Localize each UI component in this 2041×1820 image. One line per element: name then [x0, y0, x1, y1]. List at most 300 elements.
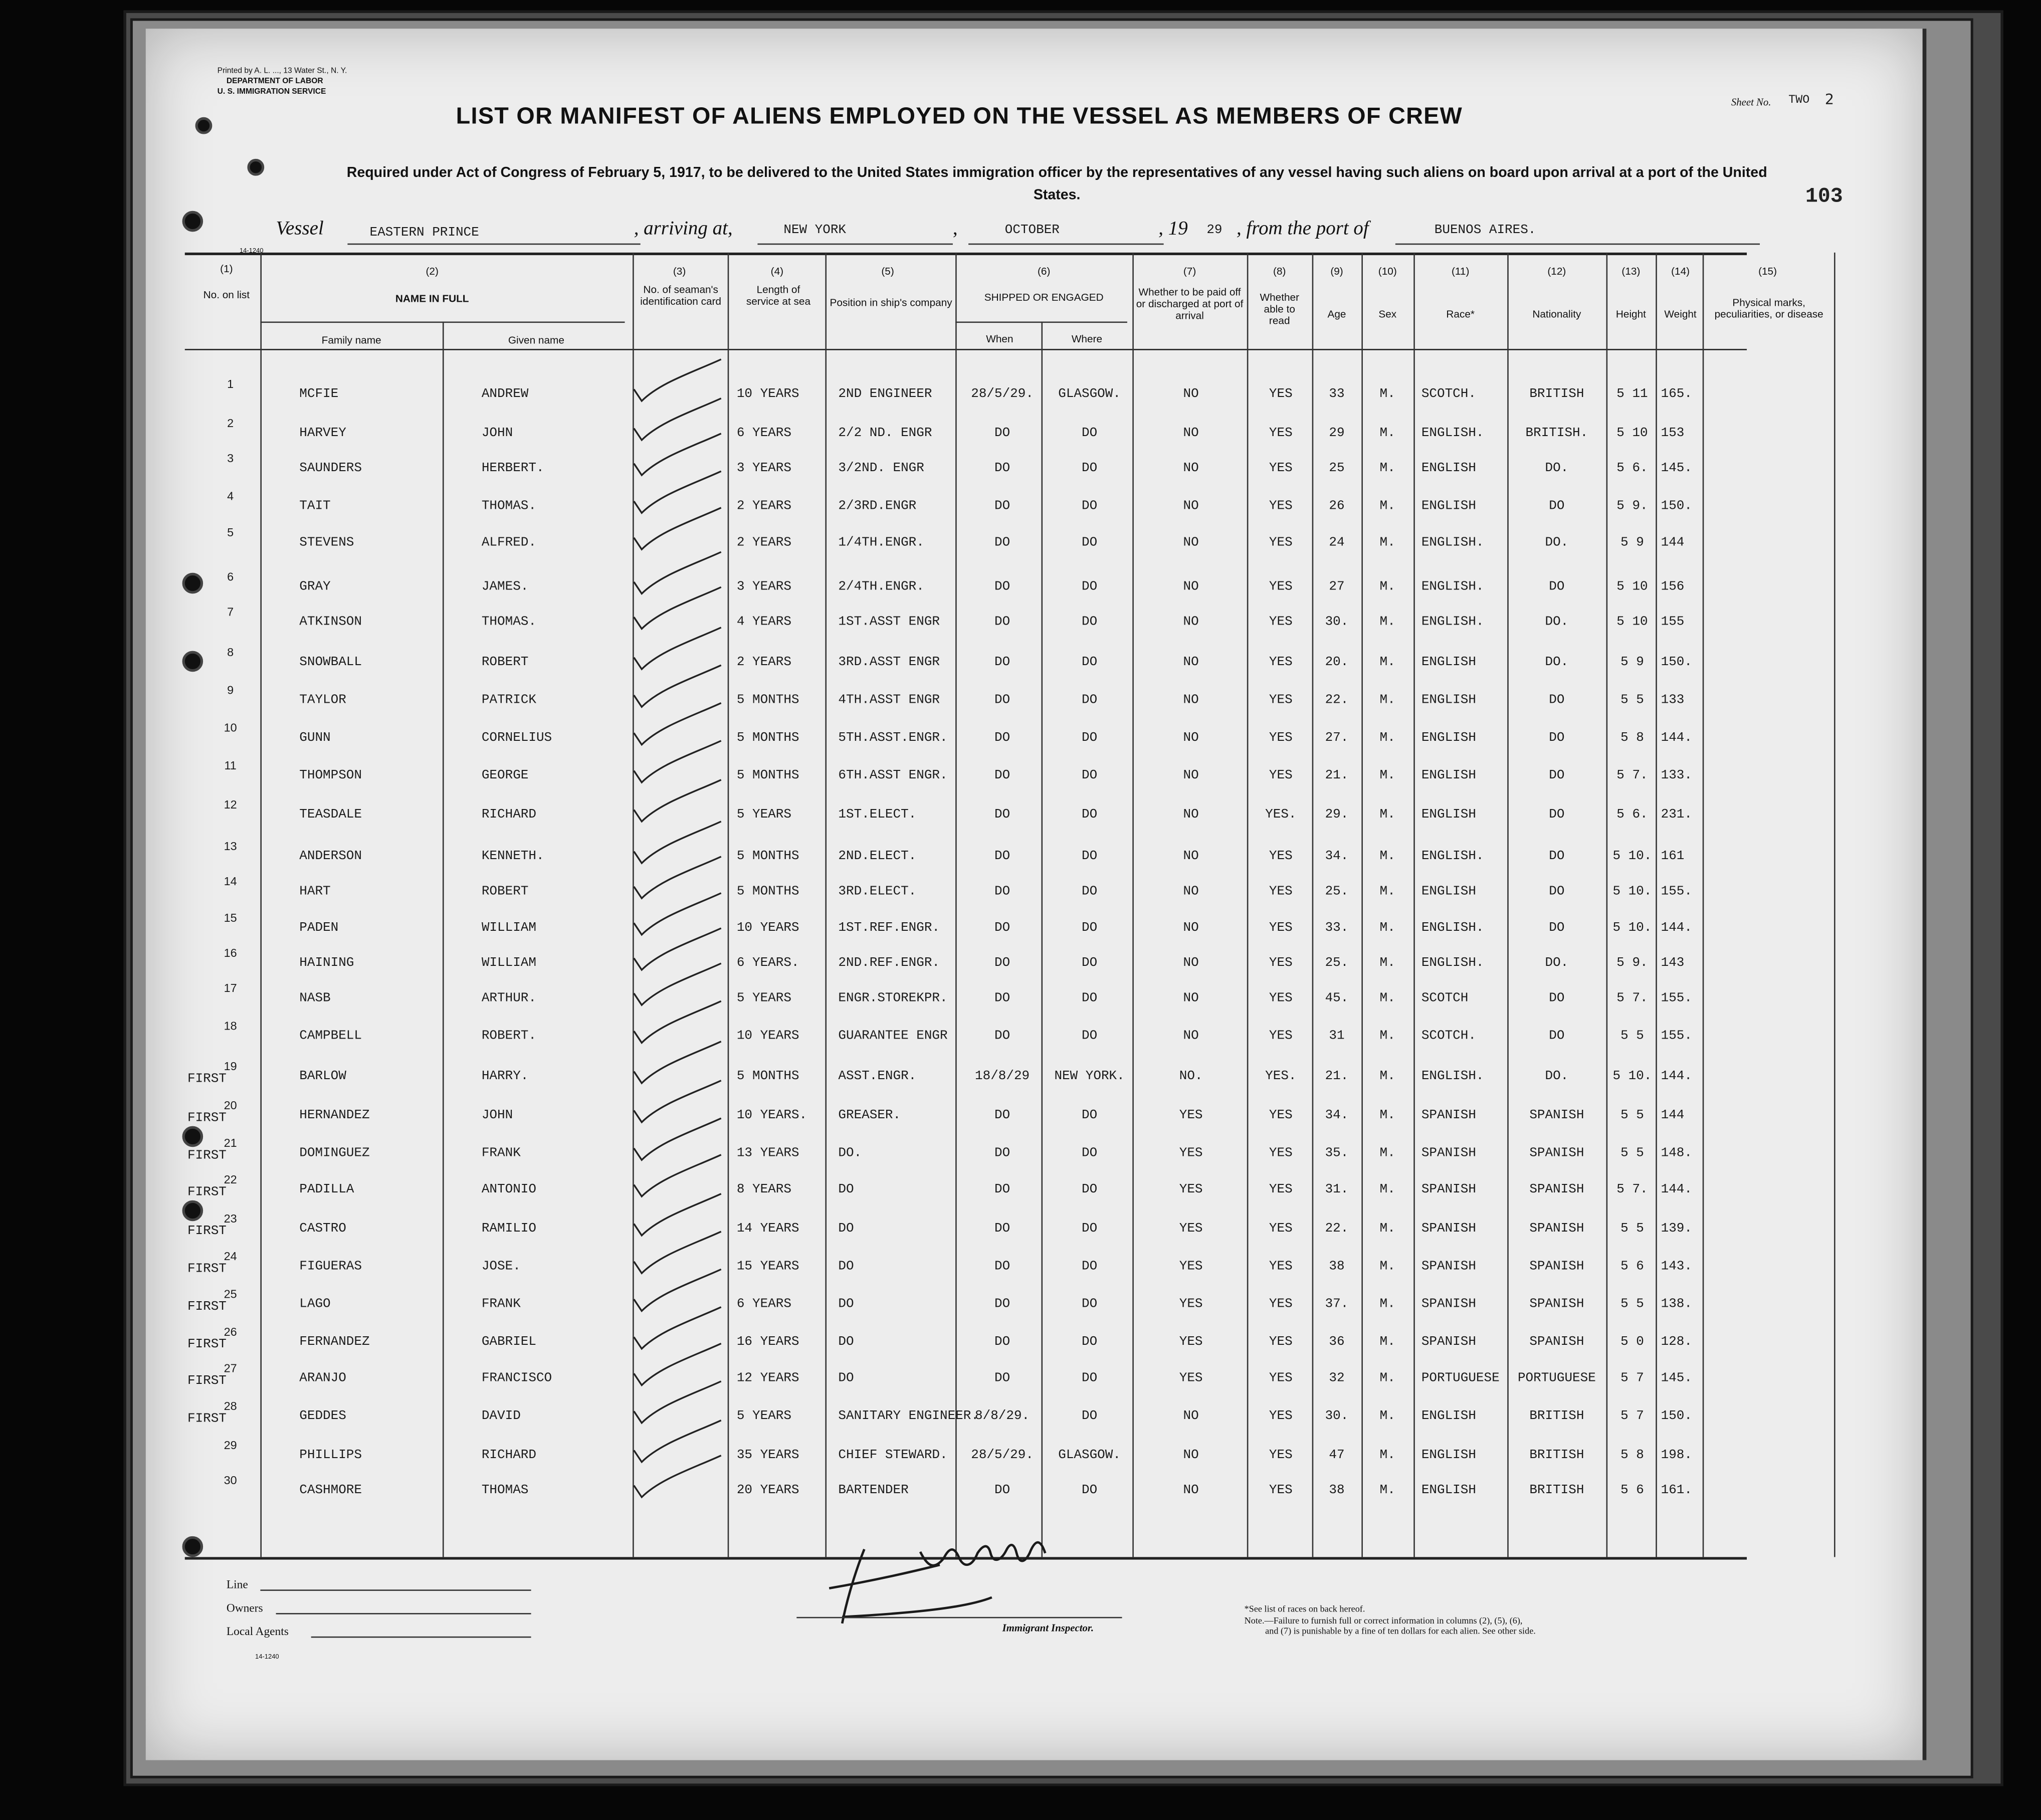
paid-off: NO [1183, 616, 1199, 631]
age: 38 [1329, 1484, 1345, 1499]
row-number: 18 [224, 1019, 237, 1033]
agents-underline [311, 1637, 531, 1638]
year-suffix: 29 [1206, 224, 1222, 239]
col-header-no: No. on list [203, 289, 250, 301]
line-label: Line [226, 1577, 248, 1591]
able-to-read: YES [1269, 731, 1293, 746]
page-title: LIST OR MANIFEST OF ALIENS EMPLOYED ON THE VESSEL AS MEMBERS OF CREW [456, 103, 1463, 129]
weight: 144 [1661, 536, 1685, 551]
check-mark [634, 1421, 721, 1462]
service-length: 16 YEARS [736, 1335, 799, 1350]
weight: 133. [1661, 769, 1693, 784]
age: 29 [1329, 427, 1345, 442]
service-length: 2 YEARS [736, 536, 791, 551]
nationality: DO [1549, 885, 1565, 900]
paid-off: YES [1179, 1109, 1203, 1124]
age: 31. [1325, 1183, 1349, 1198]
ship-position: GUARANTEE ENGR [838, 1030, 948, 1045]
shipped-where: DO [1081, 427, 1098, 442]
shipped-when: DO [994, 808, 1010, 823]
paid-off: YES [1179, 1147, 1203, 1161]
family-name: PADILLA [299, 1183, 354, 1198]
shipped-where: DO [1081, 850, 1098, 865]
height: 5 6. [1616, 808, 1648, 823]
row-number: 10 [224, 721, 237, 734]
paid-off: YES [1179, 1222, 1203, 1237]
agents-label: Local Agents [226, 1625, 289, 1638]
col-header-family: Family name [321, 334, 381, 346]
shipped-when: DO [994, 1372, 1010, 1387]
col-num-5: (5) [881, 265, 894, 278]
age: 25 [1329, 462, 1345, 477]
row-number: 3 [227, 452, 234, 465]
shipped-when: DO [994, 850, 1010, 865]
able-to-read: YES [1269, 1147, 1293, 1161]
paid-off: YES [1179, 1260, 1203, 1275]
nationality: DO [1549, 731, 1565, 746]
family-name: ARANJO [299, 1372, 346, 1387]
shipped-when: DO [994, 427, 1010, 442]
family-name: PADEN [299, 921, 339, 936]
age: 30. [1325, 1409, 1349, 1425]
shipped-when: DO [994, 1183, 1010, 1198]
race: ENGLISH. [1421, 427, 1484, 442]
ship-position: 1ST.ASST ENGR [838, 616, 940, 631]
check-mark [634, 1456, 721, 1497]
able-to-read: YES [1269, 462, 1293, 477]
given-name: DAVID [481, 1409, 521, 1425]
family-name: TAIT [299, 500, 331, 514]
service-length: 4 YEARS [736, 616, 791, 631]
family-name: ANDERSON [299, 850, 362, 865]
check-mark [634, 1232, 721, 1273]
race: SPANISH [1421, 1109, 1476, 1124]
race: ENGLISH [1421, 769, 1476, 784]
height: 5 5 [1620, 1222, 1644, 1237]
age: 27 [1329, 580, 1345, 595]
ship-position: 3RD.ELECT. [838, 885, 917, 900]
nationality: DO [1549, 500, 1565, 514]
row-number: 4 [227, 489, 234, 503]
first-voyage-marker: FIRST [187, 1149, 227, 1164]
family-name: DOMINGUEZ [299, 1147, 370, 1161]
height: 5 5 [1620, 1298, 1644, 1313]
height: 5 10. [1612, 921, 1652, 936]
family-name: PHILLIPS [299, 1449, 362, 1464]
service-length: 5 YEARS [736, 992, 791, 1006]
race: SPANISH [1421, 1260, 1476, 1275]
service-length: 10 YEARS [736, 921, 799, 936]
nationality: DO. [1545, 1070, 1569, 1085]
check-mark [634, 1381, 721, 1423]
check-mark [634, 703, 721, 745]
sex: M. [1379, 808, 1395, 823]
service-length: 13 YEARS [736, 1147, 799, 1161]
given-name: ANTONIO [481, 1183, 536, 1198]
check-mark [634, 434, 721, 475]
nationality: DO. [1545, 616, 1569, 631]
weight: 143. [1661, 1260, 1693, 1275]
given-name: HERBERT. [481, 462, 544, 477]
ship-position: SANITARY ENGINEER. [838, 1409, 979, 1425]
footnote-races: *See list of races on back hereof. [1244, 1603, 1365, 1614]
col-num-3: (3) [673, 265, 686, 278]
shipped-when: DO [994, 1298, 1010, 1313]
race: ENGLISH. [1421, 921, 1484, 936]
family-name: CASTRO [299, 1222, 346, 1237]
able-to-read: YES [1269, 1298, 1293, 1313]
weight: 139. [1661, 1222, 1693, 1237]
shipped-where: DO [1081, 1109, 1098, 1124]
family-name: HART [299, 885, 331, 900]
sex: M. [1379, 694, 1395, 708]
sex: M. [1379, 731, 1395, 746]
col-num-14: (14) [1671, 265, 1690, 278]
paid-off: NO [1183, 536, 1199, 551]
check-mark [634, 471, 721, 513]
shipped-where: DO [1081, 1484, 1098, 1499]
shipped-where: DO [1081, 921, 1098, 936]
check-mark [634, 893, 721, 935]
service-length: 10 YEARS. [736, 1109, 807, 1124]
shipped-where: DO [1081, 1260, 1098, 1275]
weight: 148. [1661, 1147, 1693, 1161]
nationality: DO [1549, 694, 1565, 708]
family-name: FIGUERAS [299, 1260, 362, 1275]
first-voyage-marker: FIRST [187, 1412, 227, 1427]
arriving-port: NEW YORK [783, 224, 847, 239]
height: 5 8 [1620, 731, 1644, 746]
race: ENGLISH [1421, 1409, 1476, 1425]
able-to-read: YES [1269, 427, 1293, 442]
from-label: , from the port of [1237, 219, 1369, 240]
race: ENGLISH [1421, 808, 1476, 823]
paid-off: NO [1183, 850, 1199, 865]
line-underline [260, 1589, 531, 1591]
col-num-13: (13) [1621, 265, 1641, 278]
col-header-sex: Sex [1378, 308, 1397, 320]
sex: M. [1379, 1222, 1395, 1237]
shipped-where: DO [1081, 1372, 1098, 1387]
height: 5 7 [1620, 1372, 1644, 1387]
height: 5 6. [1616, 462, 1648, 477]
ship-position: 2ND.ELECT. [838, 850, 917, 865]
nationality: BRITISH [1529, 1484, 1584, 1499]
height: 5 0 [1620, 1335, 1644, 1350]
nationality: SPANISH [1529, 1298, 1584, 1313]
age: 47 [1329, 1449, 1345, 1464]
given-name: ROBERT [481, 656, 529, 671]
col-header-weight: Weight [1664, 308, 1697, 320]
page-subtitle: Required under Act of Congress of February 5, 1917, to be delivered to the United States immigration officer by the representatives of any vessel having such aliens on board upon arrival at a port of the United States. [346, 165, 1767, 204]
owners-underline [276, 1613, 531, 1614]
service-length: 3 YEARS [736, 462, 791, 477]
paid-off: NO. [1179, 1070, 1203, 1085]
service-length: 6 YEARS [736, 427, 791, 442]
ship-position: DO [838, 1183, 854, 1198]
race: ENGLISH [1421, 1449, 1476, 1464]
check-mark [634, 963, 721, 1005]
race: SPANISH [1421, 1298, 1476, 1313]
col-num-8: (8) [1273, 265, 1286, 278]
form-code-top: 14-1240 [239, 247, 264, 256]
weight: 198. [1661, 1449, 1693, 1464]
nationality: DO [1549, 921, 1565, 936]
check-mark [634, 822, 721, 863]
sex: M. [1379, 850, 1395, 865]
service-length: 6 YEARS. [736, 957, 799, 971]
weight: 155. [1661, 992, 1693, 1006]
age: 29. [1325, 808, 1349, 823]
row-number: 19 [224, 1060, 237, 1073]
height: 5 7 [1620, 1409, 1644, 1425]
ship-position: 3/2ND. ENGR [838, 462, 924, 477]
shipped-when: DO [994, 769, 1010, 784]
ship-position: 1ST.REF.ENGR. [838, 921, 940, 936]
row-number: 11 [224, 759, 237, 772]
shipped-where: DO [1081, 694, 1098, 708]
age: 25. [1325, 957, 1349, 971]
sex: M. [1379, 1183, 1395, 1198]
ship-position: 2/2 ND. ENGR [838, 427, 932, 442]
row-number: 30 [224, 1474, 237, 1487]
sex: M. [1379, 1070, 1395, 1085]
race: SPANISH [1421, 1147, 1476, 1161]
sheet-label: Sheet No. [1731, 96, 1771, 108]
service-length: 5 MONTHS [736, 850, 799, 865]
given-name: ROBERT. [481, 1030, 536, 1045]
paid-off: NO [1183, 1449, 1199, 1464]
shipped-when: DO [994, 1222, 1010, 1237]
service-length: 5 MONTHS [736, 731, 799, 746]
family-name: HERNANDEZ [299, 1109, 370, 1124]
race: SCOTCH. [1421, 1030, 1476, 1045]
sex: M. [1379, 1484, 1395, 1499]
shipped-where: DO [1081, 1335, 1098, 1350]
shipped-where: DO [1081, 616, 1098, 631]
shipped-where: DO [1081, 1147, 1098, 1161]
weight: 155 [1661, 616, 1685, 631]
given-name: FRANCISCO [481, 1372, 552, 1387]
able-to-read: YES [1269, 1030, 1293, 1045]
shipped-when: DO [994, 1030, 1010, 1045]
col-header-paid: Whether to be paid off or discharged at port of arrival [1136, 286, 1244, 322]
shipped-when: DO [994, 885, 1010, 900]
race: SPANISH [1421, 1335, 1476, 1350]
age: 33. [1325, 921, 1349, 936]
first-voyage-marker: FIRST [187, 1374, 227, 1389]
col-header-when: When [986, 333, 1013, 345]
col-header-given: Given name [508, 334, 564, 346]
family-name: TEASDALE [299, 808, 362, 823]
given-name: KENNETH. [481, 850, 544, 865]
sex: M. [1379, 536, 1395, 551]
col-header-age: Age [1327, 308, 1346, 320]
nationality: BRITISH [1529, 1409, 1584, 1425]
age: 36 [1329, 1335, 1345, 1350]
nationality: BRITISH. [1525, 427, 1588, 442]
check-mark [634, 587, 721, 629]
given-name: JAMES. [481, 580, 529, 595]
height: 5 7. [1616, 769, 1648, 784]
weight: 155. [1661, 885, 1693, 900]
height: 5 10. [1612, 850, 1652, 865]
paid-off: YES [1179, 1183, 1203, 1198]
shipped-where: DO [1081, 536, 1098, 551]
sex: M. [1379, 1449, 1395, 1464]
weight: 144. [1661, 1070, 1693, 1085]
able-to-read: YES [1269, 1372, 1293, 1387]
weight: 153 [1661, 427, 1685, 442]
nationality: DO [1549, 808, 1565, 823]
ship-position: 3RD.ASST ENGR [838, 656, 940, 671]
sex: M. [1379, 885, 1395, 900]
able-to-read: YES [1269, 957, 1293, 971]
race: ENGLISH. [1421, 957, 1484, 971]
age: 26 [1329, 500, 1345, 514]
department-line: DEPARTMENT OF LABOR [226, 78, 323, 86]
ship-position: CHIEF STEWARD. [838, 1449, 948, 1464]
shipped-where: DO [1081, 808, 1098, 823]
shipped-where: DO [1081, 1030, 1098, 1045]
sex: M. [1379, 500, 1395, 514]
nationality: BRITISH [1529, 387, 1584, 402]
age: 31 [1329, 1030, 1345, 1045]
given-name: ALFRED. [481, 536, 536, 551]
row-number: 6 [227, 570, 234, 583]
family-name: CASHMORE [299, 1484, 362, 1499]
service-length: 5 YEARS [736, 1409, 791, 1425]
shipped-where: DO [1081, 769, 1098, 784]
family-name: GUNN [299, 731, 331, 746]
ship-position: DO. [838, 1147, 862, 1161]
race: SCOTCH. [1421, 387, 1476, 402]
sheet-value: TWO [1788, 94, 1810, 107]
col-num-15: (15) [1758, 265, 1777, 278]
row-number: 22 [224, 1173, 237, 1186]
shipped-when: DO [994, 536, 1010, 551]
nationality: BRITISH [1529, 1449, 1584, 1464]
able-to-read: YES [1269, 769, 1293, 784]
sex: M. [1379, 1109, 1395, 1124]
paid-off: NO [1183, 957, 1199, 971]
shipped-where: DO [1081, 885, 1098, 900]
service-length: 5 MONTHS [736, 769, 799, 784]
given-name: JOSE. [481, 1260, 521, 1275]
ship-position: 1ST.ELECT. [838, 808, 917, 823]
height: 5 9 [1620, 656, 1644, 671]
able-to-read: YES [1269, 387, 1293, 402]
family-name: GRAY [299, 580, 331, 595]
col-header-service: Length of service at sea [746, 284, 811, 307]
inspector-signature [829, 1542, 1045, 1624]
col-num-4: (4) [770, 265, 784, 278]
sex: M. [1379, 462, 1395, 477]
service-length: 2 YEARS [736, 656, 791, 671]
shipped-where: GLASGOW. [1058, 1449, 1121, 1464]
able-to-read: YES [1269, 694, 1293, 708]
able-to-read: YES [1269, 992, 1293, 1006]
sex: M. [1379, 580, 1395, 595]
age: 21. [1325, 769, 1349, 784]
age: 30. [1325, 616, 1349, 631]
col-header-read: Whether able to read [1260, 291, 1299, 327]
shipped-where: DO [1081, 462, 1098, 477]
given-name: PATRICK [481, 694, 536, 708]
row-number: 20 [224, 1099, 237, 1112]
race: ENGLISH. [1421, 616, 1484, 631]
able-to-read: YES [1269, 1484, 1293, 1499]
ship-position: GREASER. [838, 1109, 901, 1124]
weight: 144 [1661, 1109, 1685, 1124]
sex: M. [1379, 616, 1395, 631]
check-mark [634, 1042, 721, 1083]
height: 5 5 [1620, 1147, 1644, 1161]
able-to-read: YES [1269, 616, 1293, 631]
nationality: SPANISH [1529, 1147, 1584, 1161]
height: 5 5 [1620, 1030, 1644, 1045]
weight: 156 [1661, 580, 1685, 595]
able-to-read: YES. [1265, 1070, 1297, 1085]
shipped-when: 18/8/29 [975, 1070, 1030, 1085]
nationality: SPANISH [1529, 1335, 1584, 1350]
given-name: RAMILIO [481, 1222, 536, 1237]
paid-off: NO [1183, 427, 1199, 442]
ship-position: 2/4TH.ENGR. [838, 580, 924, 595]
paid-off: NO [1183, 387, 1199, 402]
service-length: 12 YEARS [736, 1372, 799, 1387]
family-name: LAGO [299, 1298, 331, 1313]
footnote-penalty-cont: and (7) is punishable by a fine of ten dollars for each alien. See other side. [1265, 1626, 1536, 1637]
shipped-when: 28/5/29. [971, 1449, 1034, 1464]
shipped-when: DO [994, 656, 1010, 671]
nationality: DO [1549, 992, 1565, 1006]
weight: 145. [1661, 462, 1693, 477]
row-number: 28 [224, 1399, 237, 1413]
shipped-when: DO [994, 616, 1010, 631]
weight: 145. [1661, 1372, 1693, 1387]
shipped-when: DO [994, 500, 1010, 514]
family-name: HAINING [299, 957, 354, 971]
nationality: DO [1549, 580, 1565, 595]
able-to-read: YES [1269, 500, 1293, 514]
check-mark [634, 628, 721, 669]
paid-off: NO [1183, 921, 1199, 936]
sex: M. [1379, 769, 1395, 784]
paid-off: NO [1183, 1409, 1199, 1425]
weight: 150. [1661, 500, 1693, 514]
race: SCOTCH [1421, 992, 1469, 1006]
given-name: GABRIEL [481, 1335, 536, 1350]
able-to-read: YES [1269, 921, 1293, 936]
able-to-read: YES [1269, 536, 1293, 551]
manifest-sheet [146, 29, 1927, 1760]
shipped-when: DO [994, 462, 1010, 477]
sex: M. [1379, 387, 1395, 402]
row-number: 2 [227, 417, 234, 430]
given-name: WILLIAM [481, 921, 536, 936]
sex: M. [1379, 1409, 1395, 1425]
arrival-month: OCTOBER [1004, 224, 1060, 239]
shipped-where: DO [1081, 1222, 1098, 1237]
able-to-read: YES [1269, 1222, 1293, 1237]
able-to-read: YES [1269, 1260, 1293, 1275]
paid-off: NO [1183, 731, 1199, 746]
shipped-when: DO [994, 731, 1010, 746]
from-port: BUENOS AIRES. [1434, 224, 1536, 239]
given-name: FRANK [481, 1298, 521, 1313]
shipped-where: DO [1081, 731, 1098, 746]
